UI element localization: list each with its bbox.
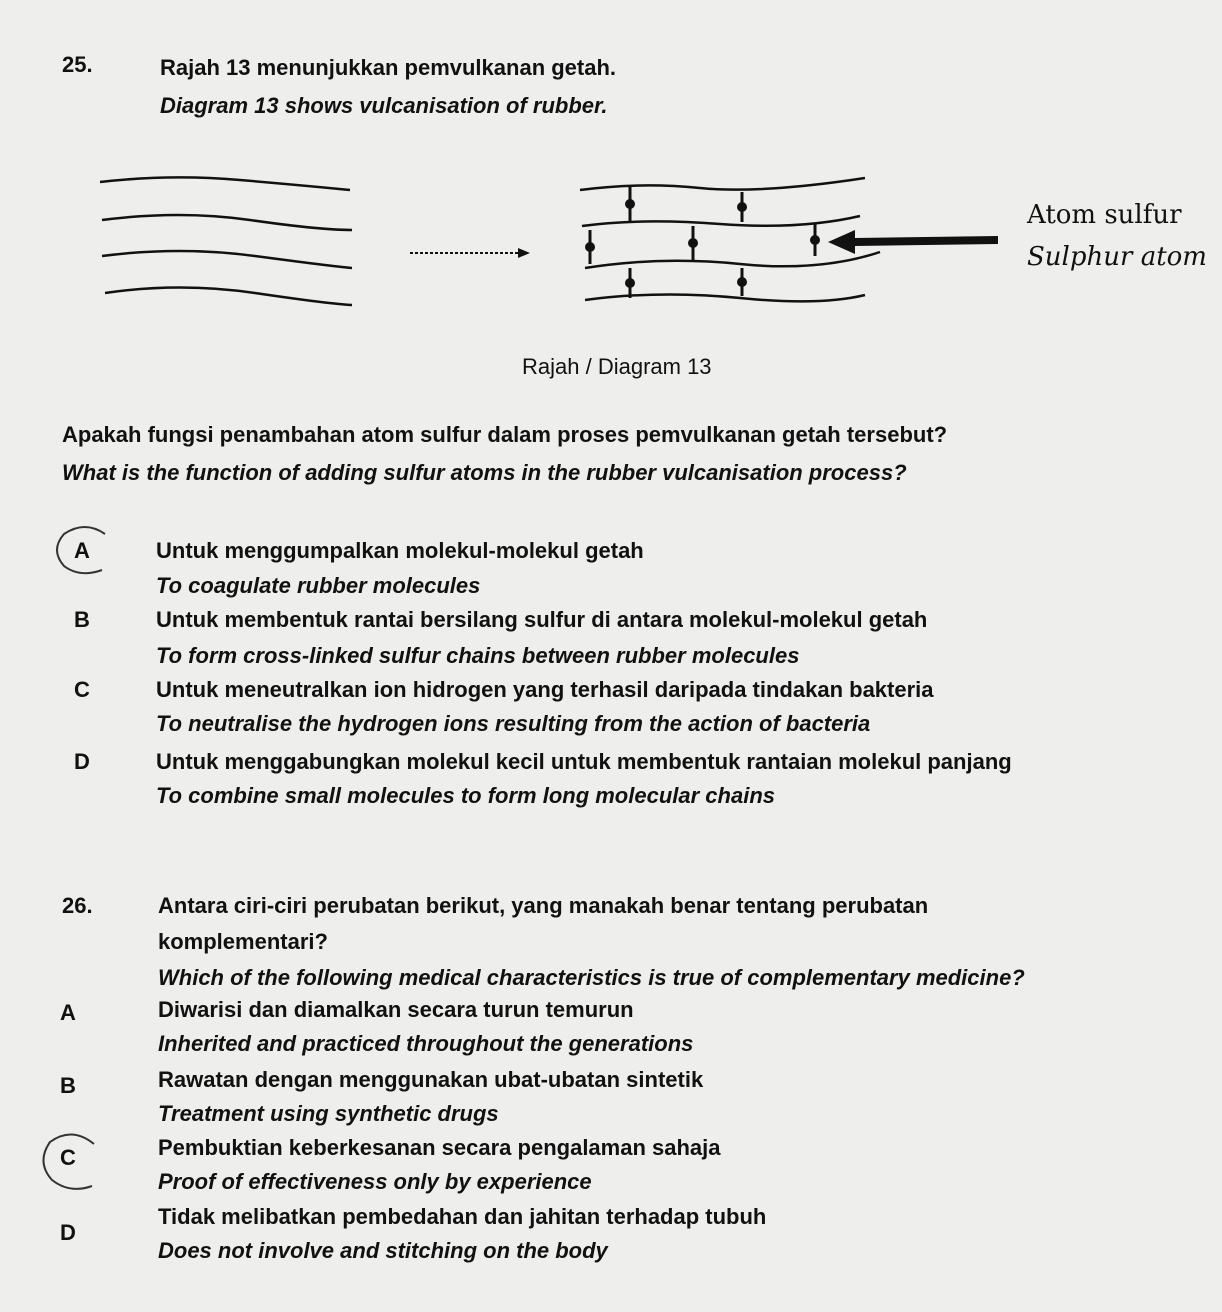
q26-stem-ms-line1: Antara ciri-ciri perubatan berikut, yang manakah benar tentang perubatan	[158, 893, 929, 918]
process-arrow	[410, 248, 530, 258]
q26-option-b-letter[interactable]: B	[60, 1073, 76, 1098]
q26-option-a-en: Inherited and practiced throughout the generations	[158, 1031, 694, 1056]
q26-option-b-ms: Rawatan dengan menggunakan ubat-ubatan sintetik	[158, 1067, 704, 1092]
q25-option-a-letter[interactable]: A	[74, 538, 90, 563]
q26-option-a-ms: Diwarisi dan diamalkan secara turun temurun	[158, 997, 634, 1022]
answer-circle-mark	[50, 522, 120, 578]
q25-option-b-ms: Untuk membentuk rantai bersilang sulfur di antara molekul-molekul getah	[156, 607, 928, 632]
q26-option-c-en: Proof of effectiveness only by experience	[158, 1169, 592, 1194]
q26-option-d-letter[interactable]: D	[60, 1220, 76, 1245]
q25-option-b-letter[interactable]: B	[74, 607, 90, 632]
q25-number: 25.	[62, 52, 93, 77]
q26-option-d-en: Does not involve and stitching on the body	[158, 1238, 608, 1263]
raw-rubber-chains	[100, 177, 352, 305]
q26-option-b-en: Treatment using synthetic drugs	[158, 1101, 499, 1126]
sulfur-atom-label-en: Sulphur atom	[1027, 242, 1207, 272]
q25-option-d-ms: Untuk menggabungkan molekul kecil untuk membentuk rantaian molekul panjang	[156, 749, 1012, 774]
q25-option-d-en: To combine small molecules to form long molecular chains	[156, 783, 775, 808]
q25-question-en: What is the function of adding sulfur atoms in the rubber vulcanisation process?	[62, 460, 907, 485]
sulfur-pointer-arrow	[828, 230, 998, 254]
q25-question-ms: Apakah fungsi penambahan atom sulfur dalam proses pemvulkanan getah tersebut?	[62, 422, 948, 447]
answer-circle-mark-q26	[36, 1128, 106, 1194]
q26-option-c-ms: Pembuktian keberkesanan secara pengalaman sahaja	[158, 1135, 721, 1160]
q26-number: 26.	[62, 893, 93, 918]
q25-option-a-en: To coagulate rubber molecules	[156, 573, 481, 598]
q26-stem-ms-line2: komplementari?	[158, 929, 328, 954]
q26-option-a-letter[interactable]: A	[60, 1000, 76, 1025]
sulfur-atom-dots	[585, 199, 820, 288]
q25-option-b-en: To form cross-linked sulfur chains between rubber molecules	[156, 643, 800, 668]
q26-option-d-ms: Tidak melibatkan pembedahan dan jahitan terhadap tubuh	[158, 1204, 767, 1229]
sulfur-crosslinks	[590, 187, 815, 298]
q25-stem-en: Diagram 13 shows vulcanisation of rubber.	[160, 93, 608, 118]
sulfur-atom-label-ms: Atom sulfur	[1027, 200, 1182, 230]
q25-option-c-en: To neutralise the hydrogen ions resulting from the action of bacteria	[156, 711, 871, 736]
q26-stem-en: Which of the following medical characteristics is true of complementary medicine?	[158, 965, 1025, 990]
q25-stem-ms: Rajah 13 menunjukkan pemvulkanan getah.	[160, 55, 617, 80]
q26-option-c-letter[interactable]: C	[60, 1145, 76, 1170]
q25-option-c-letter[interactable]: C	[74, 677, 90, 702]
q25-option-c-ms: Untuk meneutralkan ion hidrogen yang terhasil daripada tindakan bakteria	[156, 677, 934, 702]
diagram-caption: Rajah / Diagram 13	[522, 354, 712, 379]
q25-option-a-ms: Untuk menggumpalkan molekul-molekul getah	[156, 538, 644, 563]
q25-option-d-letter[interactable]: D	[74, 749, 90, 774]
